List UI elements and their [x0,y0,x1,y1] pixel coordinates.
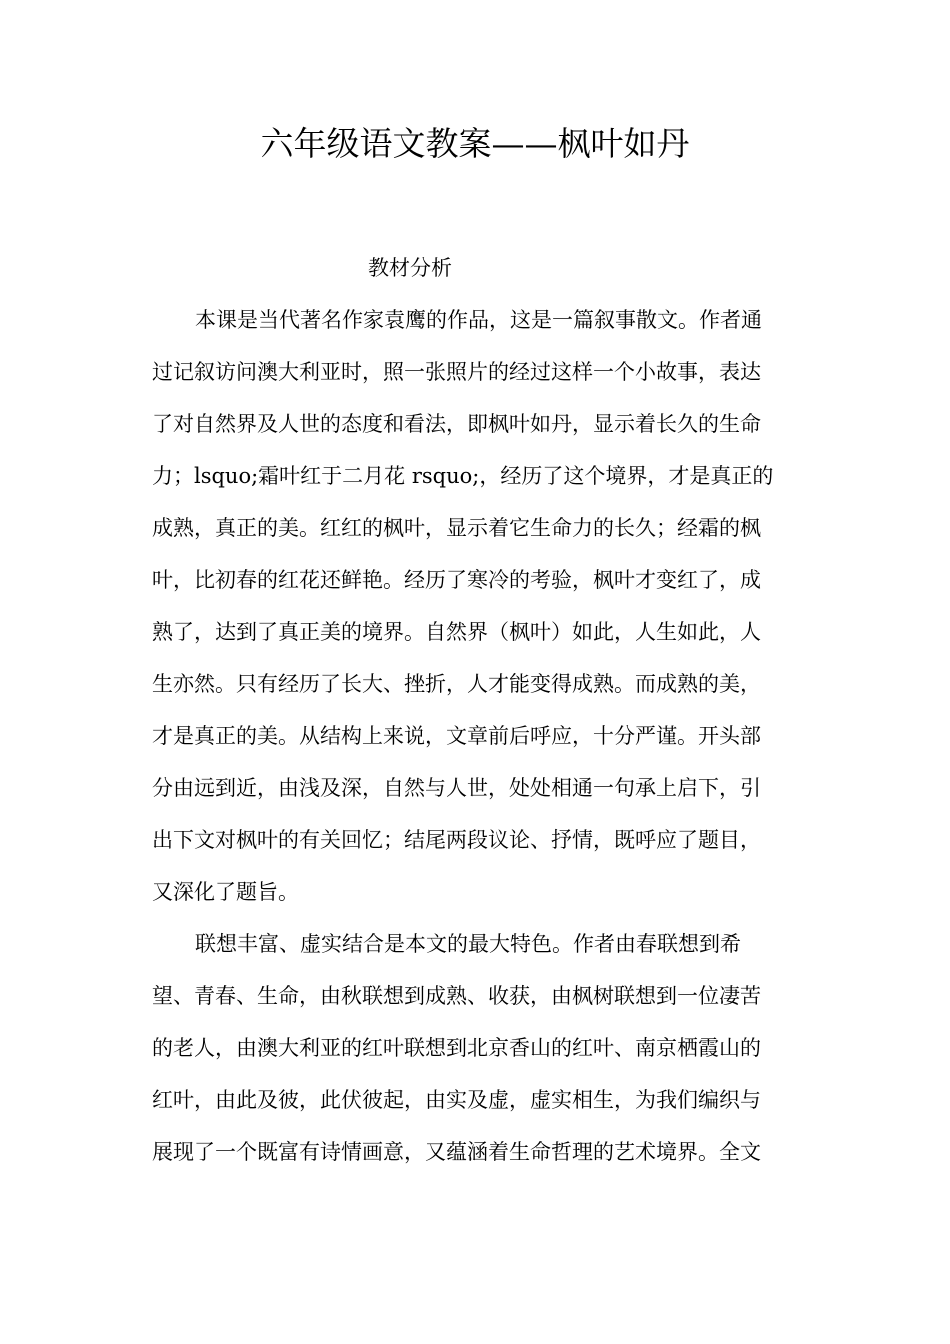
paragraph-line: 又深化了题旨。 [152,880,299,904]
paragraph-line: 的老人，由澳大利亚的红叶联想到北京香山的红叶、南京栖霞山的 [152,1036,761,1060]
section-heading: 教材分析 [368,256,452,280]
paragraph-line: 出下文对枫叶的有关回忆；结尾两段议论、抒情，既呼应了题目， [152,828,761,852]
paragraph-line: 本课是当代著名作家袁鹰的作品，这是一篇叙事散文。作者通 [195,308,762,332]
paragraph-line: 力；lsquo;霜叶红于二月花 rsquo;，经历了这个境界，才是真正的 [152,464,774,488]
paragraph-line: 分由远到近，由浅及深，自然与人世，处处相通一句承上启下，引 [152,776,761,800]
paragraph-line: 红叶，由此及彼，此伏彼起，由实及虚，虚实相生，为我们编织与 [152,1088,761,1112]
paragraph-line: 成熟，真正的美。红红的枫叶，显示着它生命力的长久；经霜的枫 [152,516,761,540]
paragraph-line: 望、青春、生命，由秋联想到成熟、收获，由枫树联想到一位凄苦 [152,984,761,1008]
paragraph-line: 生亦然。只有经历了长大、挫折，人才能变得成熟。而成熟的美， [152,672,761,696]
paragraph-line: 才是真正的美。从结构上来说，文章前后呼应，十分严谨。开头部 [152,724,761,748]
paragraph-line: 叶，比初春的红花还鲜艳。经历了寒冷的考验，枫叶才变红了，成 [152,568,761,592]
paragraph-line: 联想丰富、虚实结合是本文的最大特色。作者由春联想到希 [195,932,741,956]
paragraph-line: 展现了一个既富有诗情画意，又蕴涵着生命哲理的艺术境界。全文 [152,1140,761,1164]
paragraph-line: 过记叙访问澳大利亚时，照一张照片的经过这样一个小故事，表达 [152,360,761,384]
paragraph-line: 熟了，达到了真正美的境界。自然界（枫叶）如此，人生如此，人 [152,620,761,644]
document-title: 六年级语文教案——枫叶如丹 [260,124,690,163]
paragraph-line: 了对自然界及人世的态度和看法，即枫叶如丹，显示着长久的生命 [152,412,761,436]
